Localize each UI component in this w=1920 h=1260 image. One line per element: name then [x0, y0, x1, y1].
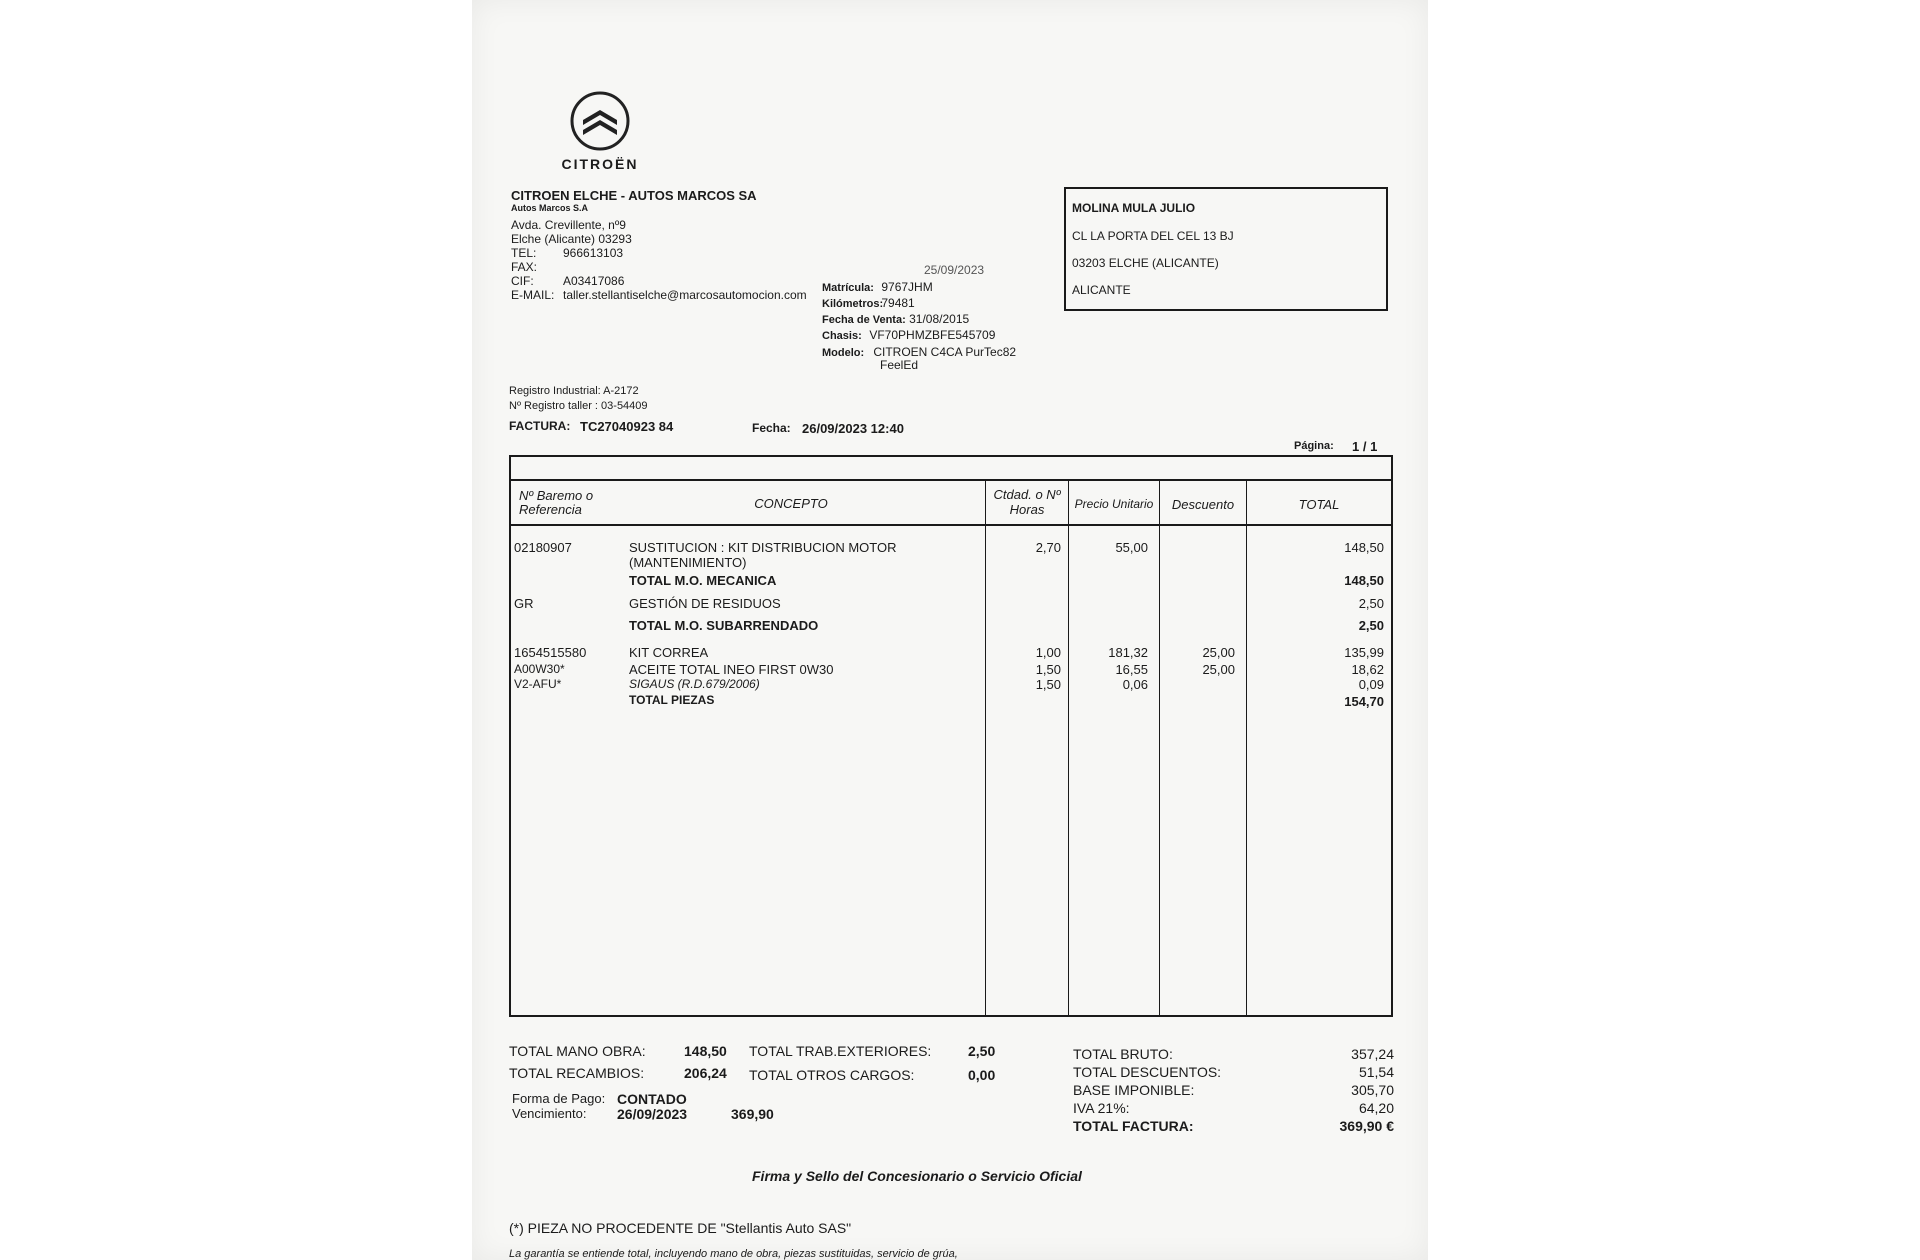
row-subtotal-label: TOTAL M.O. MECANICA [629, 573, 777, 588]
row-ref: 02180907 [514, 540, 572, 555]
summary-mano-obra-label: TOTAL MANO OBRA: [509, 1043, 646, 1059]
row-precio: 181,32 [1108, 645, 1148, 660]
table-header-rule [511, 524, 1391, 526]
cif-value: A03417086 [563, 274, 625, 288]
vencimiento-label: Vencimiento: [512, 1106, 587, 1121]
row-subtotal-total: 148,50 [1344, 573, 1384, 588]
company-tel [511, 246, 623, 260]
matricula-label: Matrícula: [822, 282, 874, 294]
row-total: 148,50 [1344, 540, 1384, 555]
header-precio: Precio Unitario [1074, 497, 1154, 511]
registry-industrial: Registro Industrial: A-2172 [509, 385, 639, 397]
footnote-garantia: La garantía se entiende total, incluyendo mano de obra, piezas sustituidas, servicio de grúa, [509, 1248, 958, 1260]
row-subtotal-label: TOTAL PIEZAS [629, 693, 715, 707]
venta-label: Fecha de Venta: [822, 314, 906, 326]
row-concepto: KIT CORREA [629, 645, 709, 660]
summary-trab-ext: 2,50 [968, 1043, 996, 1059]
summary-total-factura-label: TOTAL FACTURA: [1073, 1118, 1194, 1134]
line-items-table [509, 455, 1393, 1017]
header-cantidad: Ctdad. o Nº Horas [993, 487, 1061, 517]
summary-recambios-label: TOTAL RECAMBIOS: [509, 1065, 645, 1081]
factura-number: TC27040923 84 [580, 419, 674, 434]
vehicle-date-fragment: 25/09/2023 [924, 263, 985, 277]
km-value: 79481 [881, 296, 915, 310]
summary-bruto-label: TOTAL BRUTO: [1073, 1046, 1173, 1062]
summary-bruto: 357,24 [1351, 1046, 1394, 1062]
row-total: 2,50 [1358, 596, 1384, 611]
signature-caption: Firma y Sello del Concesionario o Servicio Oficial [752, 1168, 1082, 1184]
row-subtotal-label: TOTAL M.O. SUBARRENDADO [629, 618, 819, 633]
company-address1: Avda. Crevillente, nº9 [511, 218, 626, 232]
fecha-value: 26/09/2023 12:40 [802, 421, 904, 436]
summary-iva: 64,20 [1358, 1100, 1394, 1116]
modelo-value: CITROEN C4CA PurTec82 [873, 345, 1017, 359]
chasis-label: Chasis: [822, 330, 862, 342]
client-name: MOLINA MULA JULIO [1072, 201, 1196, 215]
vehicle-chasis [822, 328, 995, 342]
brand-logo [545, 90, 655, 172]
vehicle-venta [822, 312, 969, 326]
vehicle-modelo-line2: FeelEd [880, 358, 919, 372]
client-address-box [1064, 187, 1388, 311]
client-line1: CL LA PORTA DEL CEL 13 BJ [1072, 229, 1234, 243]
factura-label: FACTURA: [509, 419, 571, 433]
row-ref: 1654515580 [514, 645, 587, 660]
summary-recambios: 206,24 [684, 1065, 727, 1081]
row-cantidad: 1,00 [1035, 645, 1061, 660]
company-cif [511, 274, 624, 288]
row-subtotal-total: 154,70 [1344, 694, 1384, 709]
header-total: TOTAL [1298, 497, 1340, 512]
summary-trab-ext-label: TOTAL TRAB.EXTERIORES: [749, 1043, 932, 1059]
client-line2: 03203 ELCHE (ALICANTE) [1072, 256, 1219, 270]
table-top-rule [511, 479, 1391, 481]
fecha-label: Fecha: [752, 421, 791, 435]
row-descuento: 25,00 [1202, 662, 1235, 677]
chasis-value: VF70PHMZBFE545709 [869, 328, 996, 342]
row-precio: 55,00 [1115, 540, 1148, 555]
email-label: E-MAIL: [511, 288, 555, 302]
summary-descuentos-label: TOTAL DESCUENTOS: [1073, 1064, 1222, 1080]
row-ref: GR [514, 596, 534, 611]
row-ref: A00W30* [514, 662, 565, 676]
summary-mano-obra: 148,50 [684, 1043, 727, 1059]
row-total: 18,62 [1351, 662, 1384, 677]
row-cantidad: 1,50 [1035, 662, 1061, 677]
email-value: taller.stellantiselche@marcosautomocion.com [563, 288, 807, 302]
summary-base: 305,70 [1351, 1082, 1394, 1098]
cif-label: CIF: [511, 274, 534, 288]
summary-total-factura: 369,90 € [1339, 1118, 1394, 1134]
modelo-label: Modelo: [822, 347, 865, 359]
row-concepto: GESTIÓN DE RESIDUOS [629, 596, 781, 611]
tel-label: TEL: [511, 246, 537, 260]
header-ref: Nº Baremo o Referencia [519, 488, 594, 517]
forma-pago-value: CONTADO [617, 1091, 687, 1107]
footnote-pieza: (*) PIEZA NO PROCEDENTE DE "Stellantis Auto SAS" [509, 1220, 852, 1236]
col-divider-1 [985, 479, 986, 1015]
summary-otros: 0,00 [968, 1067, 996, 1083]
summary-descuentos: 51,54 [1358, 1064, 1394, 1080]
row-total: 135,99 [1344, 645, 1384, 660]
venta-value: 31/08/2015 [909, 312, 970, 326]
summary-base-label: BASE IMPONIBLE: [1073, 1082, 1195, 1098]
vencimiento-date: 26/09/2023 [617, 1106, 688, 1122]
tel-value: 966613103 [563, 246, 624, 260]
matricula-value: 9767JHM [881, 280, 933, 294]
brand-wordmark: CITROËN [561, 156, 639, 172]
row-subtotal-total: 2,50 [1358, 618, 1384, 633]
header-descuento: Descuento [1171, 497, 1235, 512]
row-total: 0,09 [1358, 677, 1384, 692]
row-ref: V2-AFU* [514, 677, 562, 691]
company-subname: Autos Marcos S.A [511, 203, 589, 213]
company-name: CITROEN ELCHE - AUTOS MARCOS SA [511, 188, 757, 203]
fax-label: FAX: [511, 260, 538, 274]
row-cantidad: 1,50 [1035, 677, 1061, 692]
vehicle-modelo [822, 345, 1016, 359]
company-email [511, 288, 807, 302]
row-concepto: SUSTITUCION : KIT DISTRIBUCION MOTOR [629, 540, 897, 555]
pagina-label: Página: [1294, 440, 1334, 452]
row-cantidad: 2,70 [1035, 540, 1061, 555]
row-concepto: SIGAUS (R.D.679/2006) [629, 677, 760, 691]
summary-otros-label: TOTAL OTROS CARGOS: [749, 1067, 915, 1083]
citroen-chevron-icon [569, 90, 631, 152]
registry-taller: Nº Registro taller : 03-54409 [509, 400, 648, 412]
pagina-value: 1 / 1 [1352, 439, 1378, 454]
summary-iva-label: IVA 21%: [1073, 1100, 1130, 1116]
vehicle-km [822, 296, 915, 310]
company-address2: Elche (Alicante) 03293 [511, 232, 632, 246]
forma-pago-label: Forma de Pago: [512, 1091, 606, 1106]
header-concepto: CONCEPTO [754, 496, 828, 511]
row-concepto: ACEITE TOTAL INEO FIRST 0W30 [629, 662, 834, 677]
row-precio: 0,06 [1122, 677, 1148, 692]
row-descuento: 25,00 [1202, 645, 1235, 660]
vehicle-matricula [822, 280, 933, 294]
client-line3: ALICANTE [1072, 283, 1131, 297]
col-divider-3 [1159, 479, 1160, 1015]
km-label: Kilómetros: [822, 298, 884, 310]
company-fax [511, 260, 563, 274]
row-precio: 16,55 [1115, 662, 1148, 677]
col-divider-2 [1068, 479, 1069, 1015]
vencimiento-importe: 369,90 [731, 1106, 774, 1122]
col-divider-4 [1246, 479, 1247, 1015]
row-concepto: (MANTENIMIENTO) [629, 555, 747, 570]
